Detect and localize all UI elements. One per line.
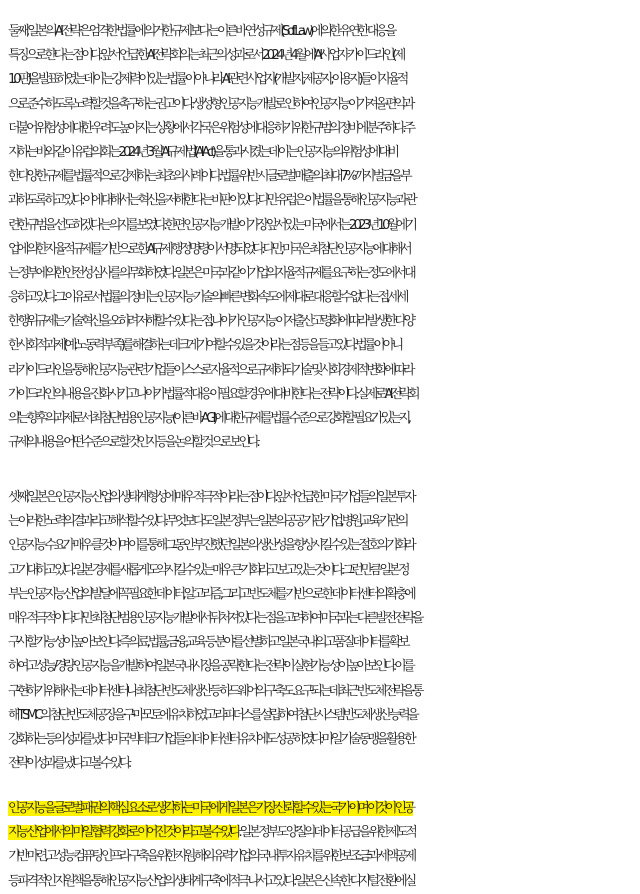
text-line: [8, 431, 632, 455]
text-line: [8, 870, 632, 894]
highlighted-text: 지능 산업에서의 미·일협력 강화로 이어진 것이라고 볼 수 있다.: [8, 825, 240, 841]
text-line: [8, 189, 632, 213]
text-segment: 가이드라인의 내용을 진화시키고 나아가 법률적 대응이 필요할 경우에 대비한다는 전략이다. 실제로 'AI전략회: [8, 386, 417, 402]
text-line: [8, 44, 632, 68]
text-segment: 라 가이드라인을 통해 인공지능 관련 기업들이 스스로 자율적으로 규제하되 기술 및 사회경제적 변화에 따라: [8, 362, 412, 378]
text-line: [8, 631, 632, 655]
text-segment: 으로 준수하도록 노력할 것을 촉구하는 권고이다. 생성형 인공지능 개발로 인하여 인공지능이 가져올 편익과: [8, 96, 412, 112]
text-line: [8, 704, 632, 728]
text-segment: 강화하는 등의 성과를 냈다. 미국 빅테크 기업들의 데이터센터 유치에도 성공하였다. 미·일 기술동맹을 활용한: [8, 731, 414, 747]
highlighted-text: 인공지능을 글로벌 패권의 핵심 요소로 생각하는 미국에게 일본은 가장 신뢰할 수 있는 국가이며 이것이 인공: [8, 801, 413, 816]
text-line: [8, 383, 632, 407]
text-segment: 응하고 있다. 그 이유로서 법률의 정비는 인공지능 기술의 빠른 변화 속도에 제대로 대응할 수 없다는 점, 세세: [8, 290, 406, 306]
text-line: [8, 117, 632, 141]
text-segment: 는 이러한 노력의 결과라고 해석할 수 있다. 무엇보다도 일본 정부는 일본의 공공기관, 기업, 병원, 교육기관의: [8, 514, 406, 530]
text-line: [8, 407, 632, 431]
text-line: [8, 262, 632, 286]
paragraph-ai-regulation: [8, 20, 632, 455]
text-line: [8, 238, 632, 262]
text-segment: 매우 적극적이다. 다만 최첨단범용인공지능 개발에서 뒤처져 있다는 점을 고려하여 미국과는 다른 발전 전략을: [8, 610, 421, 626]
text-line: [8, 680, 632, 704]
text-segment: 더불어 위험성에 대한 우려도 높아지는 상황에서 각국은 위험성에 대응하기 위한 규범의 정비에 분주하다. 주: [8, 120, 413, 136]
text-segment: 업에 의한 자율적 규제를 기반으로 한 AI규제 행정명령이 서명되었다. 다만, 미국은 최첨단인공지능에 대해서: [8, 241, 410, 257]
text-segment: 셋째, 일본은 인공지능 산업의 생태계 형성에 매우 적극적이라는 점이다. 앞서 언급한 미국 기업들의 일본투자: [8, 490, 414, 505]
text-segment: 하여 고성능/경량 인공지능을 개발하여 일본 국내시장을 공략한다는 전략이 실현가능성이 높아 보인다. 이를: [8, 659, 413, 675]
text-line: [8, 607, 632, 631]
text-line: [8, 655, 632, 679]
text-line: [8, 583, 632, 607]
text-segment: 전략이 성과를 냈다고 볼 수 있다.: [8, 756, 129, 772]
text-segment: 1.0판)'을 발표하였는데 이는 강제력이 있는 법률이 아니라 AI 관련 사업자(개발자, 제공자, 이용자)들이 자율적: [8, 72, 406, 88]
text-segment: 한 다양한 규제를 법률적으로 강제하는 최초의 사례이다. 법률 위반 시 글로벌 매출의 최대 7%까지 벌금을 부: [8, 169, 410, 185]
text-line: [8, 359, 632, 383]
text-line: [8, 214, 632, 238]
text-line: [8, 20, 632, 44]
text-segment: 지하는 바와 같이 유럽의회는 2024년 3월 'AI규제법'(AI Act)을 통과시켰는데 이는 인공지능의 위험성에 대비: [8, 144, 397, 160]
text-segment: 등 파격적인 지원책을 통해 인공지능 산업의 생태계 구축에 적극 나서고 있다. 일본은 신속한 디지털 전환에 실: [8, 873, 414, 889]
text-line: [8, 68, 632, 92]
text-line: [8, 728, 632, 752]
text-segment: 한 사회적 과제(예: 노동력 부족)를 해결하는 데 크게 기여할 수 있을 것이라는 점 등을 들고 있다. 법률이 아니: [8, 338, 401, 354]
text-line: [8, 797, 632, 821]
text-line: [8, 845, 632, 869]
text-segment: 규제의 내용을 어떤 수준으로 할 것인지 등을 논의할 것으로 보인다.: [8, 435, 258, 451]
text-segment: 기반 마련, 고성능 컴퓨팅 인프라 구축을 위한 지원, 해외 유력기업의 국내 투자유치를 위한 보조금과 세액공제: [8, 849, 414, 865]
text-line: [8, 486, 632, 510]
text-line: [8, 821, 632, 845]
text-segment: 둘째, 일본의 AI 전략은 엄격한 법률에 의거한 규제보다는 이른바 연성규제(Soft Law)에 의한 유연한 대응을: [8, 24, 394, 39]
text-segment: 고 기대하고 있다. 일본 경제를 새롭게 도약시킬 수 있는 매우 큰 기회라고 보고 있는 것이다. 그런 만큼 일본 정: [8, 562, 407, 578]
text-segment: 구현하기 위해서는 데이터센터나 최첨단 반도체 생산 등 하드웨어의 구축도 요구되는데 최근 반도체 전략을 통: [8, 683, 421, 699]
text-segment: 특징으로 한다는 점이다. 앞서 언급한 AI전략회의는 최근의 성과로서 2024년 4월에 'AI사업자 가이드라인(제: [8, 48, 403, 64]
text-line: [8, 310, 632, 334]
text-line: [8, 534, 632, 558]
text-line: [8, 559, 632, 583]
text-line: [8, 141, 632, 165]
paragraph-ai-ecosystem: [8, 486, 632, 776]
text-segment: 한 행위규제는 기술혁신을 오히려 저해할 수 있다는 점, 나아가 인공지능이 저출산고령화에 따라 발생한 다양: [8, 314, 413, 330]
text-segment: 구사할 가능성이 높아 보인다. 즉 의료, 법률, 금융, 교육 등 분야를 선별하고 일본 국내의 고품질 데이터를 확보: [8, 635, 407, 651]
text-line: [8, 93, 632, 117]
text-line: [8, 334, 632, 358]
text-segment: 련한 규범을 선도하겠다는 의지를 보였다. 한편 인공지능 개발이 가장 앞서 있는 미국에서는 2023년 10월에 기: [8, 217, 415, 233]
text-segment: 는 정부에 의한 안전성 심사를 의무화하였다. 일본은 미국과 같이 기업의 자율적 규제를 요구하는 정도에서 대: [8, 265, 414, 281]
text-segment: 과하도록 하고 있다. 이에 대해서는 혁신을 저해한다는 비판이 있다. 다만 유럽은 이 법률을 통해 인공지능과 관: [8, 193, 415, 209]
text-segment: 의'는 향후의 과제로서 최첨단범용인공지능(이른바 AGI)에 대한 규제를 법률 수준으로 강화할 필요가 있는지,: [8, 411, 409, 426]
text-line: [8, 286, 632, 310]
text-segment: 해 TSMC의 첨단 반도체 공장을 구마모토에 유치하였고 라피더스를 설립하여 첨단 시스템 반도체 생산 능력을: [8, 707, 417, 723]
text-segment: 일본 정부도 양질의 데이터 공급을 위한 제도적: [239, 825, 415, 841]
text-line: [8, 165, 632, 189]
text-segment: 부는 인공지능 산업의 발달에 꼭 필요한 데이터, 알고리즘, 그리고 반도체를 기반으로 한 데이터센터의 확충에: [8, 586, 414, 602]
paragraph-us-japan-cooperation: [8, 797, 632, 894]
text-segment: 인공지능 수요가 매우 클 것이며 이를 통해 그동안 부진했던 일본의 생산성을 향상시킬 수 있는 절호의 기회라: [8, 538, 414, 554]
text-line: [8, 510, 632, 534]
text-line: [8, 752, 632, 776]
